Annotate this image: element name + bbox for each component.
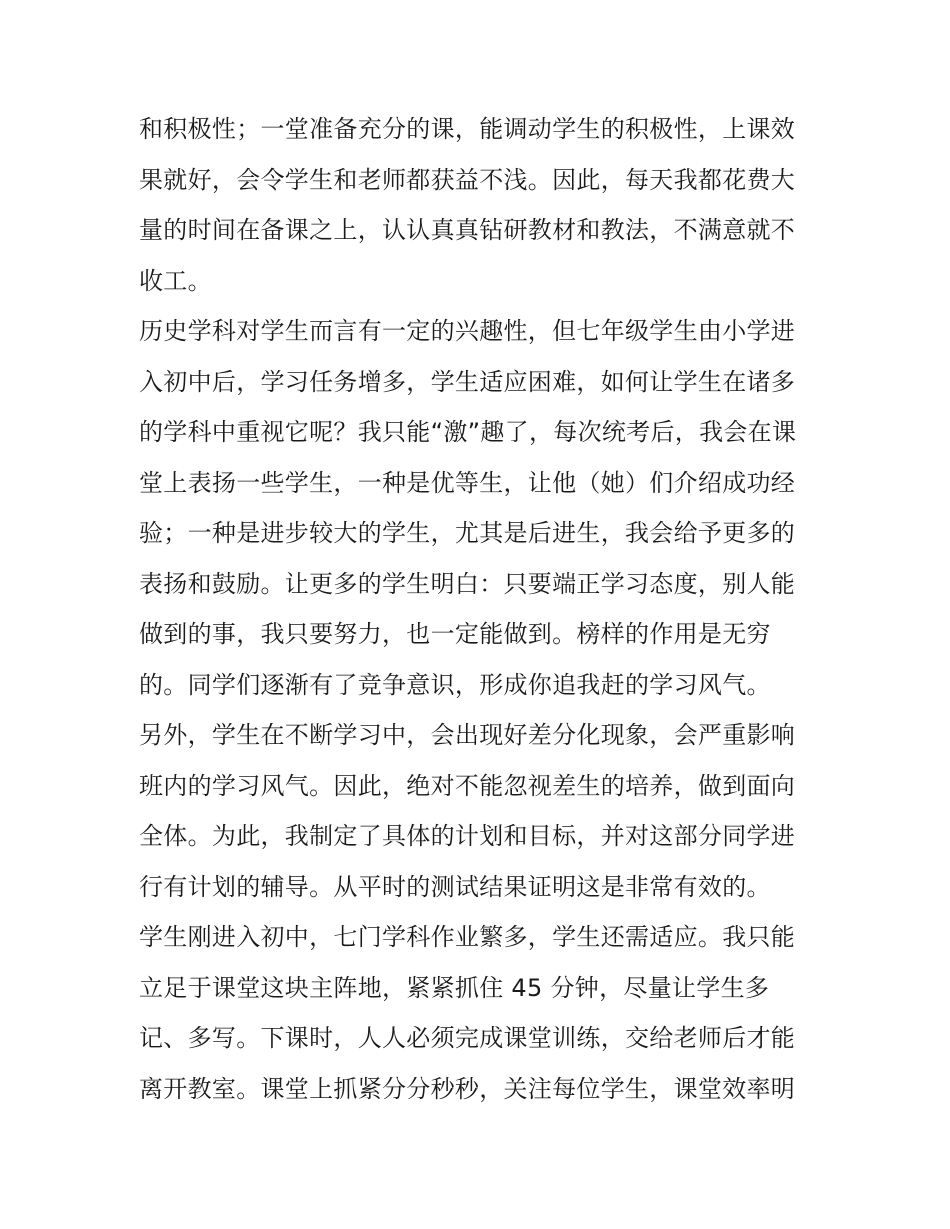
text-line: 的。同学们逐渐有了竞争意识，形成你追我赶的学习风气。 — [139, 671, 771, 699]
text-line: 做到的事，我只要努力，也一定能做到。榜样的作用是无穷 — [139, 620, 771, 648]
text-line: 学生刚进入初中，七门学科作业繁多，学生还需适应。我只能 — [139, 923, 796, 951]
text-line: 堂上表扬一些学生，一种是优等生，让他（她）们介绍成功经 — [139, 469, 796, 497]
text-line: 和积极性；一堂准备充分的课，能调动学生的积极性，上课效 — [139, 115, 796, 143]
text-line: 验；一种是进步较大的学生，尤其是后进生，我会给予更多的 — [139, 519, 796, 547]
text-line: 记、多写。下课时，人人必须完成课堂训练，交给老师后才能 — [139, 1024, 796, 1052]
text-line: 的学科中重视它呢？我只能“激”趣了，每次统考后，我会在课 — [139, 418, 797, 446]
text-line: 收工。 — [139, 267, 212, 295]
text-line: 班内的学习风气。因此，绝对不能忽视差生的培养，做到面向 — [139, 772, 796, 800]
text-line: 量的时间在备课之上，认认真真钻研教材和教法，不满意就不 — [139, 216, 796, 244]
text-line: 表扬和鼓励。让更多的学生明白：只要端正学习态度，别人能 — [139, 570, 796, 598]
text-line: 另外，学生在不断学习中，会出现好差分化现象，会严重影响 — [139, 721, 796, 749]
text-line: 全体。为此，我制定了具体的计划和目标，并对这部分同学进 — [139, 822, 796, 850]
text-line: 立足于课堂这块主阵地，紧紧抓住 45 分钟，尽量让学生多 — [139, 974, 770, 1002]
text-line: 入初中后，学习任务增多，学生适应困难，如何让学生在诸多 — [139, 368, 796, 396]
text-line: 果就好，会令学生和老师都获益不浅。因此，每天我都花费大 — [139, 166, 796, 194]
text-line: 行有计划的辅导。从平时的测试结果证明这是非常有效的。 — [139, 873, 771, 901]
text-line: 离开教室。课堂上抓紧分分秒秒，关注每位学生，课堂效率明 — [139, 1075, 796, 1103]
text-line: 历史学科对学生而言有一定的兴趣性，但七年级学生由小学进 — [139, 317, 796, 345]
